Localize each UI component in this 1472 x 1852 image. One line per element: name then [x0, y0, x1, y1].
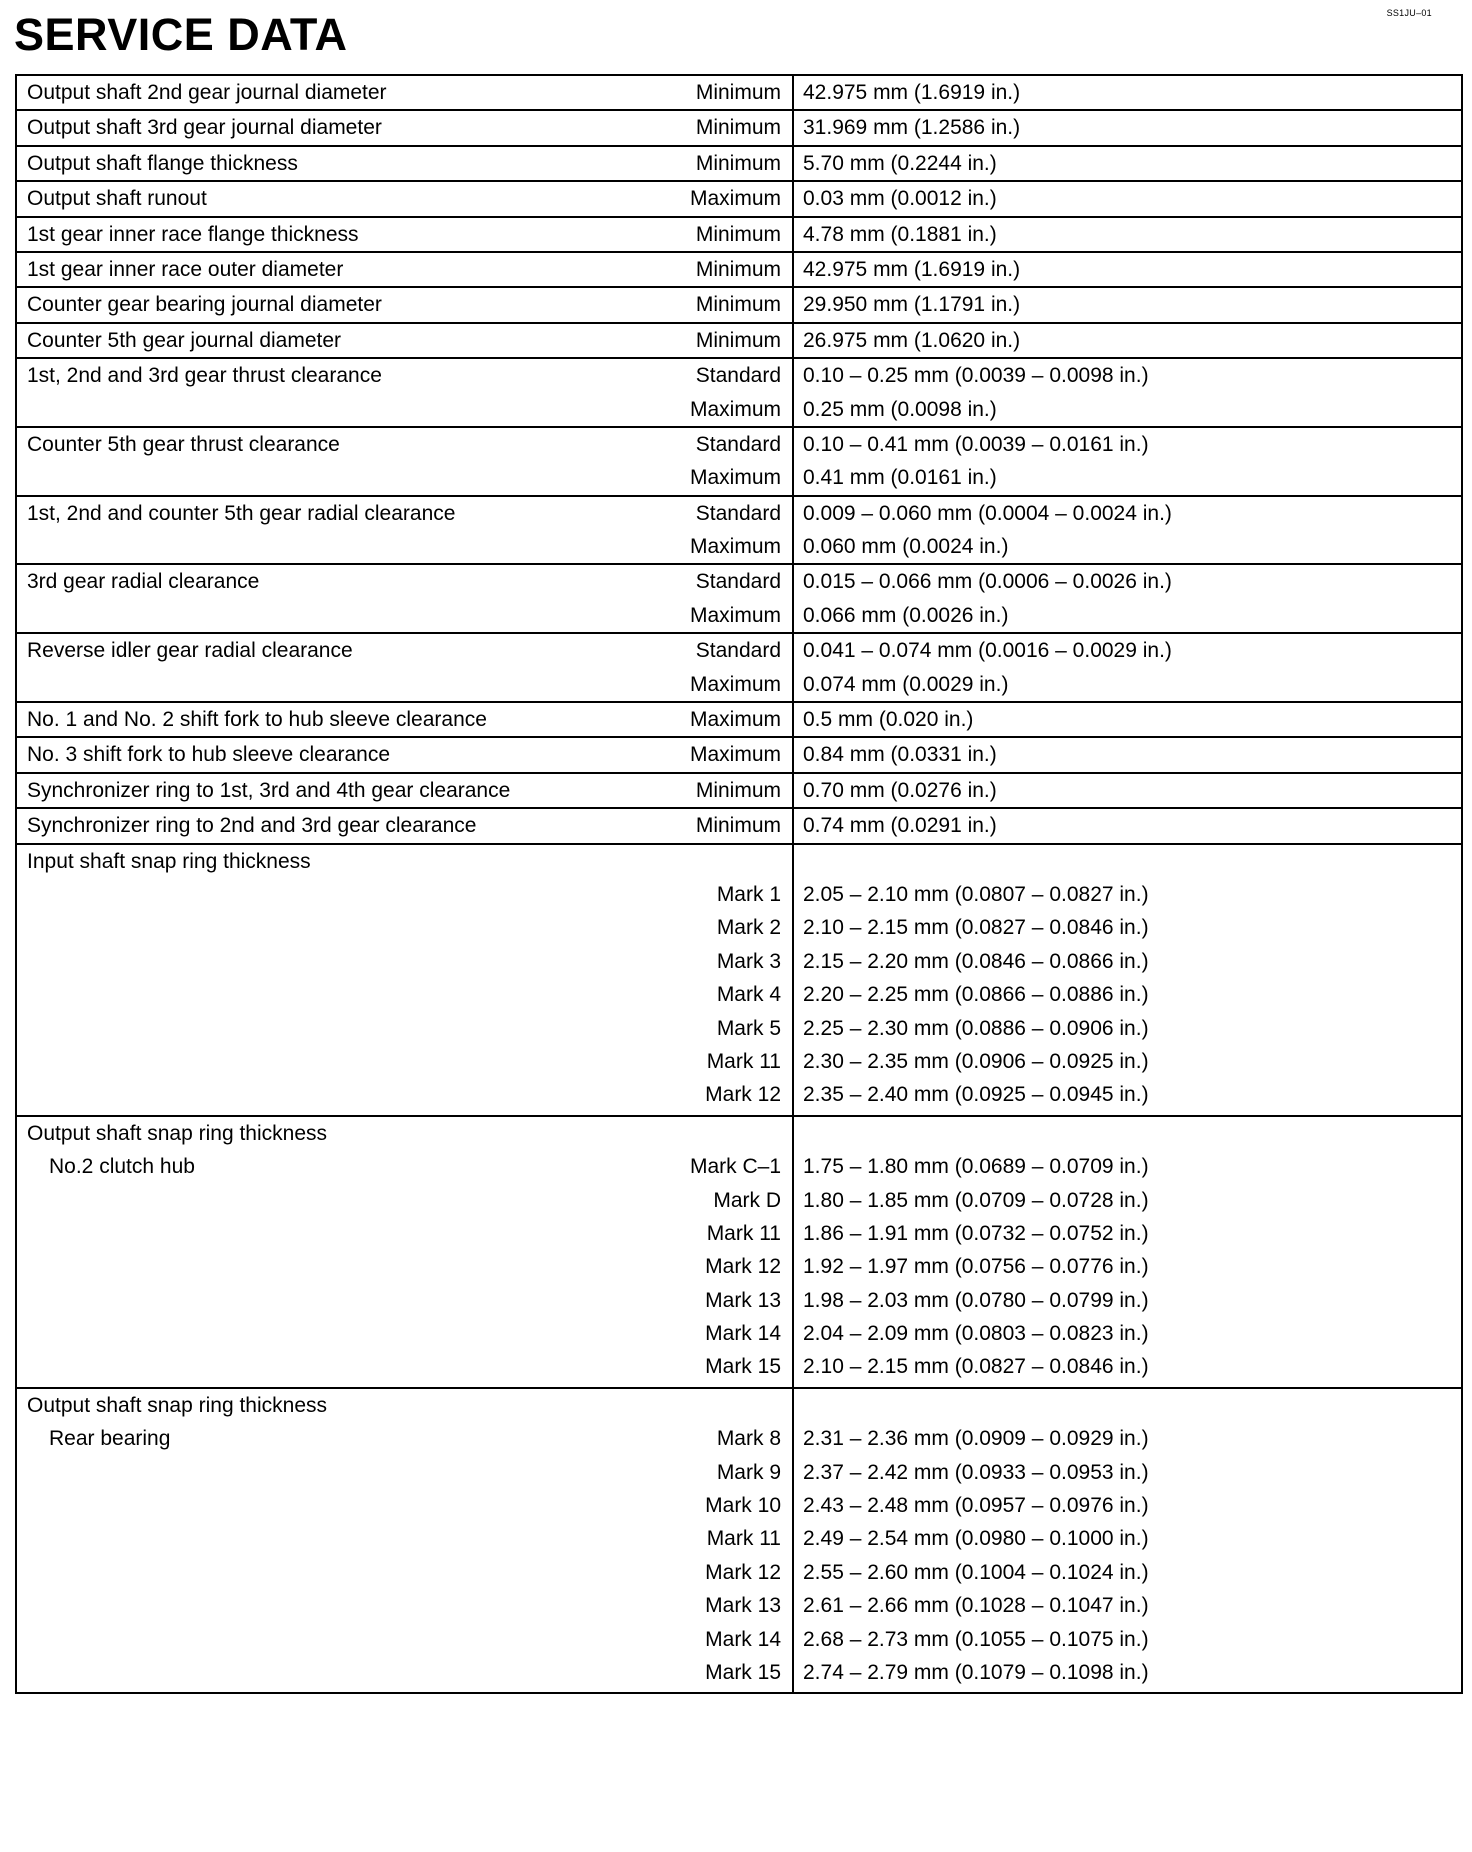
snap-ring-mark-label: Mark 14 [705, 1627, 781, 1651]
spec-item-name: Counter 5th gear thrust clearance [27, 432, 340, 456]
spec-row [16, 217, 1462, 252]
spec-row [16, 773, 1462, 808]
spec-item-name: Counter gear bearing journal diameter [27, 293, 382, 317]
spec-item-name: Reverse idler gear radial clearance [27, 639, 353, 663]
page-title: SERVICE DATA [14, 9, 348, 60]
snap-ring-mark-label: Mark 14 [705, 1322, 781, 1346]
spec-description-cell [16, 358, 793, 427]
spec-item-name: No. 3 shift fork to hub sleeve clearance [27, 743, 391, 767]
spec-value: 0.10 – 0.25 mm (0.0039 – 0.0098 in.) [803, 364, 1149, 388]
spec-limit-label: Minimum [695, 293, 781, 317]
spec-value: 5.70 mm (0.2244 in.) [803, 151, 997, 175]
spec-limit-label: Minimum [695, 814, 781, 838]
spec-value: 0.009 – 0.060 mm (0.0004 – 0.0024 in.) [803, 501, 1172, 525]
spec-value: 0.074 mm (0.0029 in.) [803, 672, 1009, 696]
snap-ring-mark-label: Mark 5 [716, 1016, 781, 1040]
spec-limit-label: Standard [695, 432, 781, 456]
spec-description-cell [16, 496, 793, 565]
spec-value-cell [793, 252, 1462, 287]
spec-description-cell [16, 146, 793, 181]
spec-value: 0.041 – 0.074 mm (0.0016 – 0.0029 in.) [803, 639, 1172, 663]
snap-ring-value: 2.68 – 2.73 mm (0.1055 – 0.1075 in.) [803, 1627, 1149, 1651]
spec-description-cell [16, 217, 793, 252]
spec-item-name: Output shaft 3rd gear journal diameter [27, 116, 382, 140]
spec-row [16, 146, 1462, 181]
spec-description-cell [16, 773, 793, 808]
snap-ring-value: 2.49 – 2.54 mm (0.0980 – 0.1000 in.) [803, 1527, 1149, 1551]
spec-row [16, 808, 1462, 843]
snap-ring-mark-label: Mark C–1 [689, 1155, 781, 1179]
spec-description-cell [16, 252, 793, 287]
spec-row [16, 358, 1462, 427]
snap-ring-value: 1.92 – 1.97 mm (0.0756 – 0.0776 in.) [803, 1255, 1149, 1279]
spec-description-cell [16, 564, 793, 633]
spec-value: 0.10 – 0.41 mm (0.0039 – 0.0161 in.) [803, 432, 1149, 456]
spec-row [16, 323, 1462, 358]
snap-ring-mark-label: Mark 11 [706, 1221, 781, 1245]
spec-value-cell [793, 773, 1462, 808]
snap-ring-mark-label: Mark 8 [716, 1427, 781, 1451]
spec-row [16, 564, 1462, 633]
service-data-table [15, 74, 1463, 1694]
spec-description-cell [16, 181, 793, 216]
spec-value-cell [793, 358, 1462, 427]
spec-limit-label: Maximum [689, 466, 781, 490]
snap-ring-description-cell [16, 1116, 793, 1388]
snap-ring-value: 2.05 – 2.10 mm (0.0807 – 0.0827 in.) [803, 882, 1149, 906]
snap-ring-value: 2.55 – 2.60 mm (0.1004 – 0.1024 in.) [803, 1560, 1149, 1584]
spec-value-cell [793, 564, 1462, 633]
line-spacer [794, 1117, 1461, 1150]
spec-value: 31.969 mm (1.2586 in.) [803, 116, 1021, 140]
snap-ring-mark-label: Mark 1 [716, 882, 781, 906]
spec-value-cell [793, 75, 1462, 110]
snap-ring-value: 2.43 – 2.48 mm (0.0957 – 0.0976 in.) [803, 1494, 1149, 1518]
snap-ring-value: 2.35 – 2.40 mm (0.0925 – 0.0945 in.) [803, 1083, 1149, 1107]
snap-ring-description-cell [16, 844, 793, 1116]
spec-item-name: 1st, 2nd and counter 5th gear radial clearance [27, 501, 456, 525]
snap-ring-mark-label: Mark D [713, 1188, 781, 1212]
service-data-table-body [16, 75, 1462, 1693]
snap-ring-mark-label: Mark 13 [705, 1594, 781, 1618]
spec-row [16, 737, 1462, 772]
spec-value-cell [793, 110, 1462, 145]
spec-item-name: Synchronizer ring to 2nd and 3rd gear clearance [27, 814, 477, 838]
snap-ring-description-cell [16, 1388, 793, 1694]
snap-ring-mark-label: Mark 12 [705, 1255, 781, 1279]
spec-description-cell [16, 287, 793, 322]
snap-ring-mark-label: Mark 13 [705, 1288, 781, 1312]
spec-description-cell [16, 633, 793, 702]
snap-ring-value-cell [793, 1116, 1462, 1388]
snap-ring-value: 2.37 – 2.42 mm (0.0933 – 0.0953 in.) [803, 1460, 1149, 1484]
snap-ring-value: 2.61 – 2.66 mm (0.1028 – 0.1047 in.) [803, 1594, 1149, 1618]
spec-item-name: 1st, 2nd and 3rd gear thrust clearance [27, 364, 382, 388]
spec-value-cell [793, 181, 1462, 216]
spec-value: 0.74 mm (0.0291 in.) [803, 814, 997, 838]
spec-value: 0.41 mm (0.0161 in.) [803, 466, 997, 490]
spec-limit-label: Maximum [689, 743, 781, 767]
snap-ring-value: 2.20 – 2.25 mm (0.0866 – 0.0886 in.) [803, 983, 1149, 1007]
snap-ring-value: 2.10 – 2.15 mm (0.0827 – 0.0846 in.) [803, 1355, 1149, 1379]
spec-value: 0.03 mm (0.0012 in.) [803, 187, 997, 211]
spec-value: 0.066 mm (0.0026 in.) [803, 603, 1009, 627]
snap-ring-value: 1.80 – 1.85 mm (0.0709 – 0.0728 in.) [803, 1188, 1149, 1212]
snap-ring-mark-label: Mark 9 [716, 1460, 781, 1484]
spec-limit-label: Standard [695, 364, 781, 388]
spec-value: 42.975 mm (1.6919 in.) [803, 81, 1021, 104]
spec-limit-label: Maximum [689, 672, 781, 696]
spec-value: 4.78 mm (0.1881 in.) [803, 222, 997, 246]
spec-item-name: No. 1 and No. 2 shift fork to hub sleeve clearance [27, 708, 487, 732]
spec-row [16, 287, 1462, 322]
spec-item-name: Output shaft flange thickness [27, 151, 298, 175]
spec-description-cell [16, 737, 793, 772]
snap-ring-value: 2.15 – 2.20 mm (0.0846 – 0.0866 in.) [803, 949, 1149, 973]
spec-value-cell [793, 496, 1462, 565]
snap-ring-value: 2.31 – 2.36 mm (0.0909 – 0.0929 in.) [803, 1427, 1149, 1451]
document-code: SS1JU–01 [1386, 8, 1432, 18]
spec-description-cell [16, 323, 793, 358]
spec-limit-label: Maximum [689, 603, 781, 627]
spec-item-name: Synchronizer ring to 1st, 3rd and 4th gear clearance [27, 778, 511, 802]
spec-value: 0.25 mm (0.0098 in.) [803, 397, 997, 421]
spec-row [16, 110, 1462, 145]
snap-ring-mark-label: Mark 12 [705, 1560, 781, 1584]
snap-ring-item-name: Input shaft snap ring thickness [27, 849, 311, 873]
spec-limit-label: Maximum [689, 187, 781, 211]
spec-value: 0.015 – 0.066 mm (0.0006 – 0.0026 in.) [803, 570, 1172, 594]
snap-ring-sub-label: No.2 clutch hub [49, 1155, 195, 1179]
snap-ring-value: 1.75 – 1.80 mm (0.0689 – 0.0709 in.) [803, 1155, 1149, 1179]
snap-ring-value: 2.25 – 2.30 mm (0.0886 – 0.0906 in.) [803, 1016, 1149, 1040]
spec-value: 42.975 mm (1.6919 in.) [803, 257, 1021, 281]
spec-limit-label: Standard [695, 570, 781, 594]
spec-row [16, 75, 1462, 110]
spec-value-cell [793, 323, 1462, 358]
spec-limit-label: Maximum [689, 535, 781, 559]
spec-limit-label: Standard [695, 639, 781, 663]
snap-ring-mark-label: Mark 12 [705, 1083, 781, 1107]
spec-description-cell [16, 110, 793, 145]
spec-row [16, 496, 1462, 565]
snap-ring-mark-label: Mark 11 [706, 1527, 781, 1551]
spec-item-name: Output shaft 2nd gear journal diameter [27, 81, 387, 104]
spec-value-cell [793, 427, 1462, 496]
spec-limit-label: Minimum [695, 257, 781, 281]
spec-description-cell [16, 427, 793, 496]
spec-limit-label: Minimum [695, 222, 781, 246]
snap-ring-value: 2.30 – 2.35 mm (0.0906 – 0.0925 in.) [803, 1049, 1149, 1073]
snap-ring-item-name: Output shaft snap ring thickness [27, 1121, 327, 1145]
spec-value: 0.70 mm (0.0276 in.) [803, 778, 997, 802]
snap-ring-value: 1.86 – 1.91 mm (0.0732 – 0.0752 in.) [803, 1221, 1149, 1245]
snap-ring-mark-label: Mark 15 [705, 1660, 781, 1684]
snap-ring-group-row [16, 1116, 1462, 1388]
spec-row [16, 252, 1462, 287]
spec-row [16, 181, 1462, 216]
spec-limit-label: Minimum [695, 778, 781, 802]
spec-description-cell [16, 808, 793, 843]
snap-ring-value: 2.10 – 2.15 mm (0.0827 – 0.0846 in.) [803, 916, 1149, 940]
spec-limit-label: Minimum [695, 116, 781, 140]
snap-ring-mark-label: Mark 3 [716, 949, 781, 973]
spec-item-name: 1st gear inner race flange thickness [27, 222, 359, 246]
snap-ring-mark-label: Mark 10 [705, 1494, 781, 1518]
spec-limit-label: Maximum [689, 708, 781, 732]
snap-ring-mark-label: Mark 11 [706, 1049, 781, 1073]
spec-limit-label: Standard [695, 501, 781, 525]
spec-item-name: Counter 5th gear journal diameter [27, 328, 342, 352]
snap-ring-sub-label: Rear bearing [49, 1427, 171, 1451]
line-spacer [794, 1389, 1461, 1422]
spec-value: 26.975 mm (1.0620 in.) [803, 328, 1021, 352]
snap-ring-group-row [16, 1388, 1462, 1694]
spec-value: 0.84 mm (0.0331 in.) [803, 743, 997, 767]
snap-ring-value: 2.74 – 2.79 mm (0.1079 – 0.1098 in.) [803, 1660, 1149, 1684]
snap-ring-group-row [16, 844, 1462, 1116]
spec-limit-label: Minimum [695, 81, 781, 104]
spec-item-name: Output shaft runout [27, 187, 207, 211]
spec-value-cell [793, 633, 1462, 702]
spec-value-cell [793, 146, 1462, 181]
line-spacer [794, 845, 1461, 878]
spec-item-name: 1st gear inner race outer diameter [27, 257, 344, 281]
snap-ring-value: 2.04 – 2.09 mm (0.0803 – 0.0823 in.) [803, 1322, 1149, 1346]
spec-description-cell [16, 75, 793, 110]
snap-ring-mark-label: Mark 15 [705, 1355, 781, 1379]
snap-ring-value-cell [793, 844, 1462, 1116]
spec-value: 0.060 mm (0.0024 in.) [803, 535, 1009, 559]
spec-row [16, 427, 1462, 496]
snap-ring-mark-label: Mark 4 [716, 983, 781, 1007]
spec-limit-label: Maximum [689, 397, 781, 421]
spec-limit-label: Minimum [695, 328, 781, 352]
spec-value-cell [793, 217, 1462, 252]
spec-value: 29.950 mm (1.1791 in.) [803, 293, 1021, 317]
snap-ring-mark-label: Mark 2 [716, 916, 781, 940]
spec-row [16, 702, 1462, 737]
snap-ring-item-name: Output shaft snap ring thickness [27, 1393, 327, 1417]
spec-value-cell [793, 808, 1462, 843]
spec-value-cell [793, 287, 1462, 322]
spec-value-cell [793, 737, 1462, 772]
spec-item-name: 3rd gear radial clearance [27, 570, 260, 594]
spec-row [16, 633, 1462, 702]
spec-value: 0.5 mm (0.020 in.) [803, 708, 974, 732]
snap-ring-value-cell [793, 1388, 1462, 1694]
snap-ring-value: 1.98 – 2.03 mm (0.0780 – 0.0799 in.) [803, 1288, 1149, 1312]
spec-limit-label: Minimum [695, 151, 781, 175]
spec-value-cell [793, 702, 1462, 737]
spec-description-cell [16, 702, 793, 737]
